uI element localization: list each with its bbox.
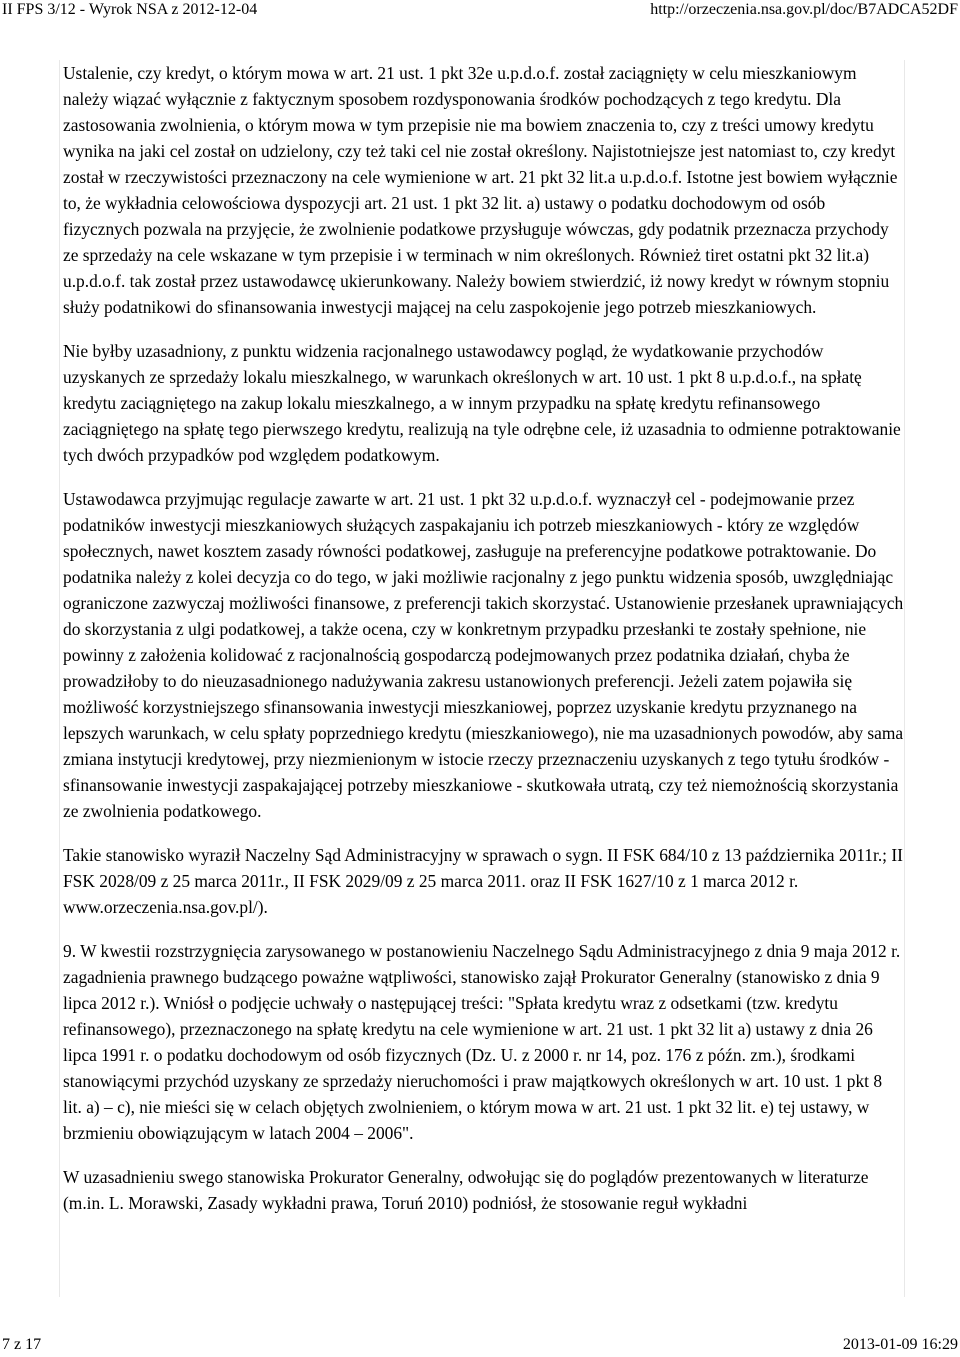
- paragraph-2: Nie byłby uzasadniony, z punktu widzenia racjonalnego ustawodawcy pogląd, że wydatkowanie przychodów uzyskanych ze sprzedaży lokalu mieszkalnego, w warunkach określonych w art. 10 ust. 1 pkt 8 u.p.d.o.f., na spłatę kredytu zaciągniętego na zakup lokalu mieszkalnego, a w innym przypadku na spłatę kredytu refinansowego zaciągniętego na spłatę tego pierwszego kredytu, realizują na tyle odrębne cele, iż uzasadnia to odmienne potraktowanie tych dwóch przypadków pod względem podatkowym.: [63, 341, 901, 465]
- paragraph-4: Takie stanowisko wyraził Naczelny Sąd Administracyjny w sprawach o sygn. II FSK 684/10 z 13 października 2011r.; II FSK 2028/09 z 25 marca 2011r., II FSK 2029/09 z 25 marca 2011. oraz II FSK 1627/10 z 1 marca 2012 r. www.orzeczenia.nsa.gov.pl/).: [63, 845, 903, 917]
- paragraph-1: Ustalenie, czy kredyt, o którym mowa w art. 21 ust. 1 pkt 32e u.p.d.o.f. został zaciągnięty w celu mieszkaniowym należy wiązać wyłącznie z faktycznym sposobem rozdysponowania środków pochodzących z tego kredytu. Dla zastosowania zwolnienia, o którym mowa w tym przepisie nie ma bowiem znaczenia to, czy z treści umowy kredytu wynika na jaki cel został on udzielony, czy też taki cel nie został określony. Najistotniejsze jest natomiast to, czy kredyt został w rzeczywistości przeznaczony na cele wymienione w art. 21 pkt 32 lit.a u.p.d.o.f. Istotne jest bowiem wyłącznie to, że wykładnia celowościowa dyspozycji art. 21 ust. 1 pkt 32 lit. a) ustawy o podatku dochodowym od osób fizycznych pozwala na przyjęcie, że zwolnienie podatkowe przysługuje wówczas, gdy podatnik przeznacza przychody ze sprzedaży na cele wskazane w tym przepisie i w terminach w nim określonych. Również tiret ostatni pkt 32 lit.a) u.p.d.o.f. tak został przez ustawodawcę ukierunkowany. Należy bowiem stwierdzić, iż nowy kredyt w równym stopniu służy podatnikowi do sfinansowania inwestycji mającej na celu zaspokojenie jego potrzeb mieszkaniowych.: [63, 63, 898, 317]
- paragraph-3: Ustawodawca przyjmując regulacje zawarte w art. 21 ust. 1 pkt 32 u.p.d.o.f. wyznaczył cel - podejmowanie przez podatników inwestycji mieszkaniowych służących zaspakajaniu ich potrzeb mieszkaniowych - który ze względów społecznych, nawet kosztem zasady równości podatkowej, zasługuje na preferencyjne podatkowe potraktowanie. Do podatnika należy z kolei decyzja co do tego, w jaki możliwie racjonalny z jego punktu widzenia sposób, uwzględniając ograniczone zazwyczaj możliwości finansowe, z preferencji takich skorzystać. Ustanowienie przesłanek uprawniających do skorzystania z ulgi podatkowej, a także ocena, czy w konkretnym przypadku przesłanki te zostały spełnione, nie powinny z założenia kolidować z racjonalnością gospodarczą podejmowanych przez podatnika działań, chyba że prowadziłoby to do nieuzasadnionego nadużywania zakresu ustanowionych preferencji. Jeżeli zatem pojawiła się możliwość korzystniejszego sfinansowania inwestycji mieszkaniowej, poprzez uzyskanie kredytu przyznanego na lepszych warunkach, w celu spłaty poprzedniego kredytu (mieszkaniowego), nie ma uzasadnionych powodów, aby sama zmiana instytucji kredytowej, przy niezmienionym w istocie rzeczy przeznaczeniu uzyskanych z tego tytułu środków - sfinansowanie inwestycji zaspakajającej potrzeby mieszkaniowe - skutkowała utratą, czy też niemożnością skorzystania ze zwolnienia podatkowego.: [63, 489, 904, 821]
- page-footer-datetime: 2013-01-09 16:29: [842, 1336, 958, 1353]
- page-header-title: II FPS 3/12 - Wyrok NSA z 2012-12-04: [2, 1, 258, 18]
- document-body: [59, 60, 905, 1297]
- page-header-url: http://orzeczenia.nsa.gov.pl/doc/B7ADCA52DF: [650, 1, 958, 18]
- paragraph-5: 9. W kwestii rozstrzygnięcia zarysowanego w postanowieniu Naczelnego Sądu Administracyjnego z dnia 9 maja 2012 r. zagadnienia prawnego budzącego poważne wątpliwości, stanowisko zajął Prokurator Generalny (stanowisko z dnia 9 lipca 2012 r.). Wniósł o podjęcie uchwały o następującej treści: "Spłata kredytu wraz z odsetkami (tzw. kredytu refinansowego), przeznaczonego na spłatę kredytu na cele wymienione w art. 21 ust. 1 pkt 32 lit a) ustawy z dnia 26 lipca 1991 r. o podatku dochodowym od osób fizycznych (Dz. U. z 2000 r. nr 14, poz. 176 z późn. zm.), środkami stanowiącymi przychód uzyskany ze sprzedaży nieruchomości i praw majątkowych określonych w art. 10 ust. 1 pkt 8 lit. a) – c), nie mieści się w celach objętych zwolnieniem, o którym mowa w art. 21 ust. 1 pkt 32 lit. e) tej ustawy, w brzmieniu obowiązującym w latach 2004 – 2006".: [63, 941, 901, 1143]
- page-footer-page-number: 7 z 17: [2, 1336, 42, 1353]
- paragraph-6: W uzasadnieniu swego stanowiska Prokurator Generalny, odwołując się do poglądów prezentowanych w literaturze (m.in. L. Morawski, Zasady wykładni prawa, Toruń 2010) podniósł, że stosowanie reguł wykładni: [63, 1167, 869, 1213]
